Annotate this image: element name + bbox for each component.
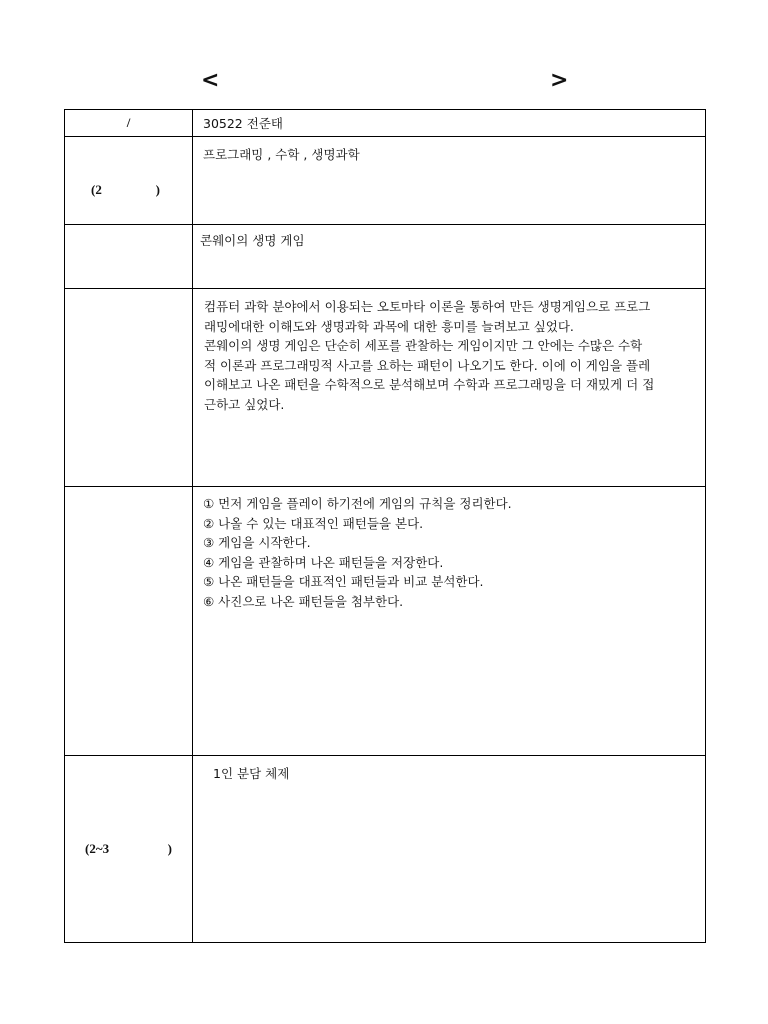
motivation-line: 이해보고 나온 패턴을 수학적으로 분석해보며 수학과 프로그래밍을 더 재밌게 더 접 — [204, 377, 655, 392]
row-field — [65, 137, 706, 225]
method-step: ① 먼저 게임을 플레이 하기전에 게임의 규칙을 정리한다. — [203, 496, 512, 511]
motivation-line: 콘웨이의 생명 게임은 단순히 세포를 관찰하는 게임이지만 그 안에는 수많은 수학 — [204, 338, 643, 353]
field-label — [65, 137, 193, 225]
method-step: ⑥ 사진으로 나온 패턴들을 첨부한다. — [203, 593, 404, 609]
roles-value: 1인 분담 체제 — [213, 766, 290, 781]
motivation-line: 근하고 싶었다. — [204, 396, 285, 412]
student-label-text: / — [126, 115, 131, 130]
method-step: ④ 게임을 관찰하며 나온 패턴들을 저장한다. — [203, 554, 444, 570]
topic-value: 콘웨이의 생명 게임 — [200, 233, 305, 248]
row-method — [65, 487, 706, 756]
row-student — [65, 110, 706, 137]
motivation-line: 적 이론과 프로그래밍적 사고를 요하는 패턴이 나오기도 한다. 이에 이 게임을 플레 — [204, 357, 651, 373]
motivation-line: 컴퓨터 과학 분야에서 이용되는 오토마타 이론을 통하여 만든 생명게임으로 프로그 — [204, 299, 651, 314]
topic-cell — [193, 225, 706, 289]
field-value: 프로그래밍 , 수학 , 생명과학 — [203, 147, 360, 162]
method-step: ③ 게임을 시작한다. — [203, 535, 311, 550]
report-form-table — [64, 109, 706, 943]
roles-label-open: (2~3 — [85, 841, 110, 856]
title-bracket-left: < — [201, 68, 220, 93]
motivation-label — [65, 289, 193, 487]
motivation-line: 래밍에대한 이해도와 생명과학 과목에 대한 흥미를 늘려보고 싶었다. — [204, 318, 574, 334]
method-label — [65, 487, 193, 756]
roles-label-close: ) — [167, 841, 172, 856]
motivation-text — [193, 289, 705, 414]
roles-cell — [193, 756, 706, 943]
method-steps — [193, 487, 705, 611]
student-label — [65, 110, 193, 137]
student-value: 30522 전준태 — [203, 116, 283, 131]
row-roles — [65, 756, 706, 943]
student-cell — [193, 110, 706, 137]
field-label-open: (2 — [91, 181, 102, 197]
method-cell — [193, 487, 706, 756]
field-label-close: ) — [155, 181, 160, 197]
method-step: ② 나올 수 있는 대표적인 패턴들을 본다. — [203, 515, 424, 531]
row-topic — [65, 225, 706, 289]
motivation-cell — [193, 289, 706, 487]
row-motivation — [65, 289, 706, 487]
title-bracket-right: > — [550, 68, 569, 93]
topic-label — [65, 225, 193, 289]
method-step: ⑤ 나온 패턴들을 대표적인 패턴들과 비교 분석한다. — [203, 574, 484, 589]
field-cell — [193, 137, 706, 225]
roles-label — [65, 756, 193, 943]
